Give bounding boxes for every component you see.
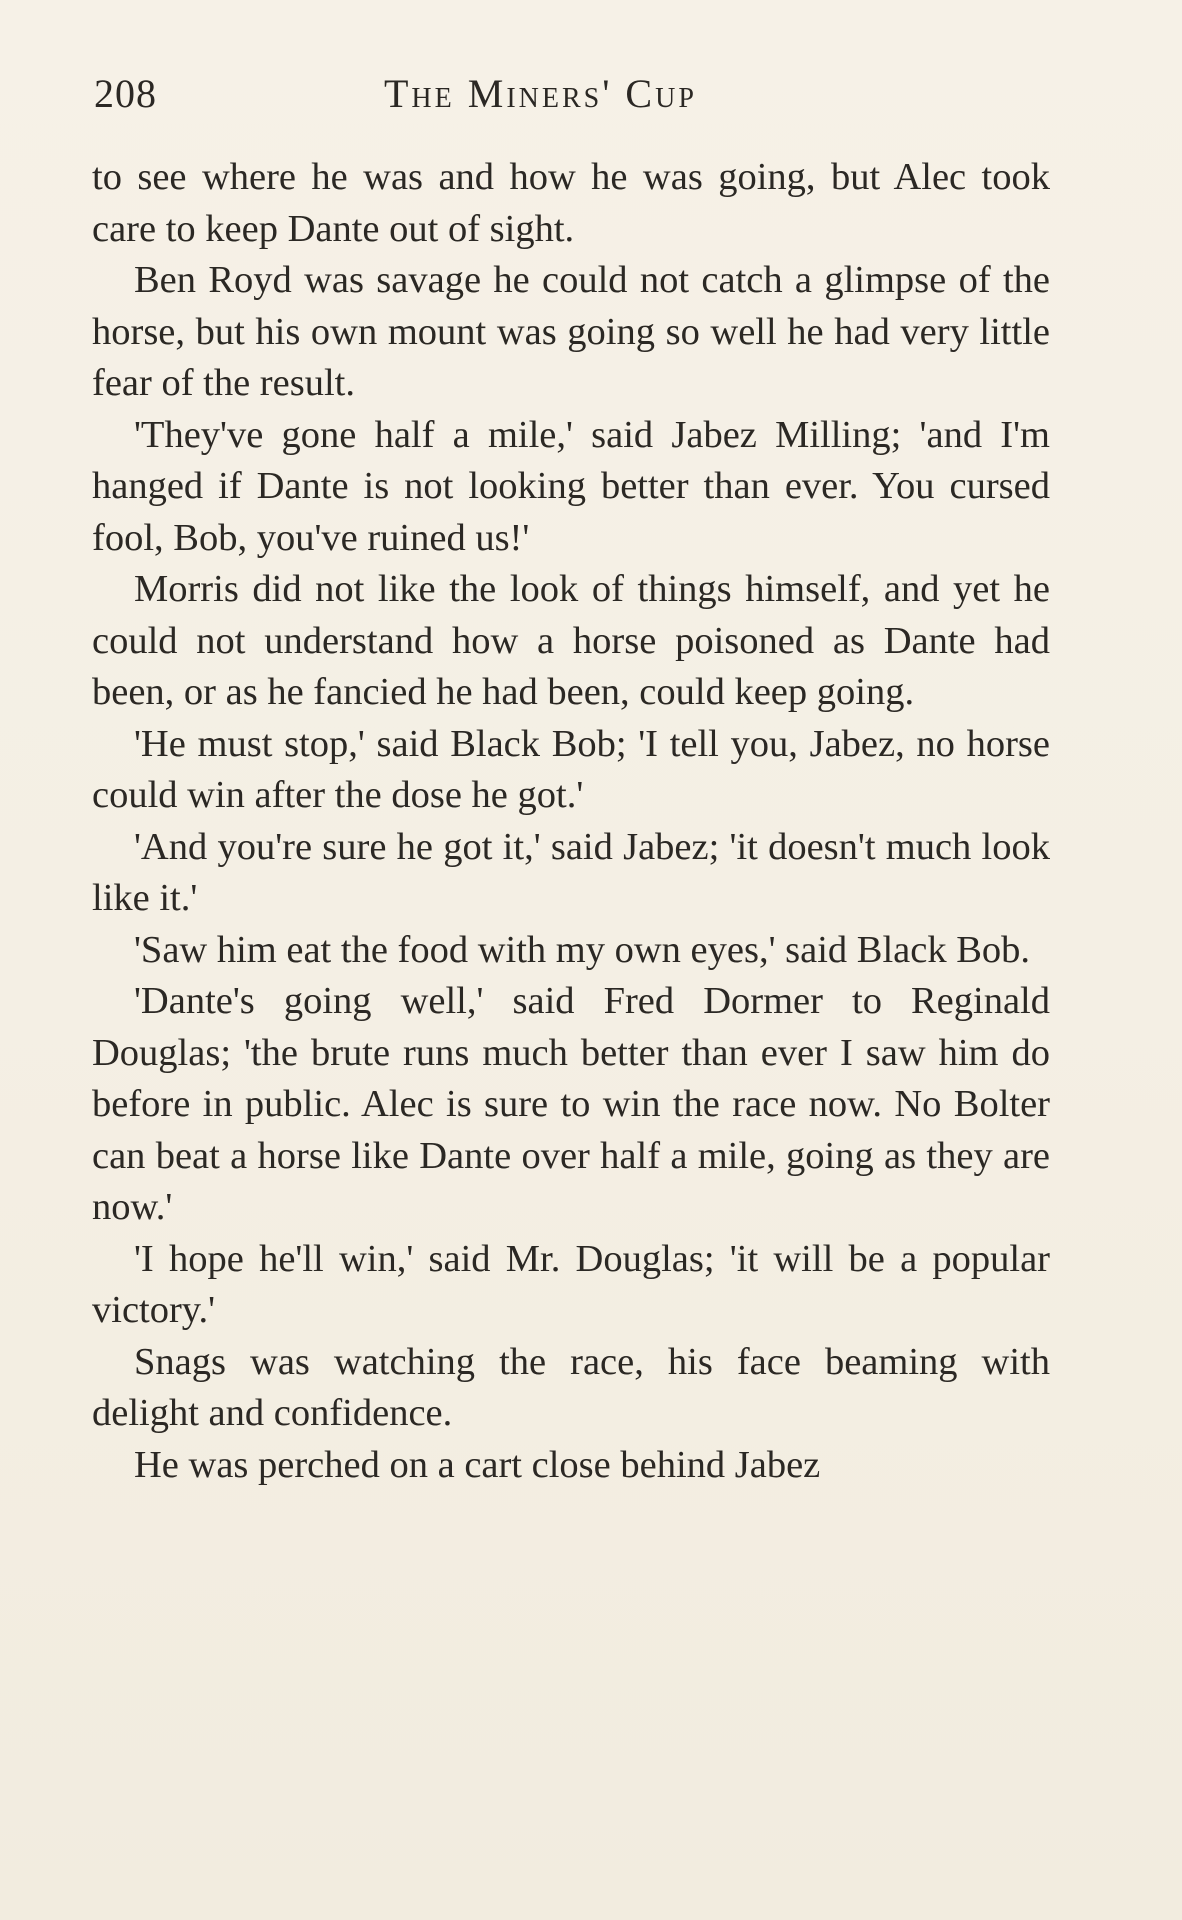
running-title: The Miners' Cup bbox=[384, 71, 697, 116]
paragraph: 'He must stop,' said Black Bob; 'I tell you, Jabez, no horse could win after the dose he got.' bbox=[92, 722, 1050, 816]
paragraph: Morris did not like the look of things himself, and yet he could not understand how a horse poisoned as Dante had been, or as he fancied he had been, could keep going. bbox=[92, 568, 1050, 713]
paragraph: Ben Royd was savage he could not catch a glimpse of the horse, but his own mount was going so well he had very little fear of the result. bbox=[92, 259, 1050, 404]
paragraph: 'And you're sure he got it,' said Jabez; 'it doesn't much look like it.' bbox=[92, 825, 1050, 919]
paragraph: 'I hope he'll win,' said Mr. Douglas; 'it will be a popular victory.' bbox=[92, 1237, 1050, 1331]
running-head bbox=[94, 68, 1050, 120]
paragraph: 'Dante's going well,' said Fred Dormer to Reginald Douglas; 'the brute runs much better than ever I saw him do before in public. Alec is sure to win the race now. No Bolter can beat a horse like Dante over half a mile, going as they are now.' bbox=[92, 980, 1050, 1228]
paragraph: to see where he was and how he was going, but Alec took care to keep Dante out of sight. bbox=[92, 156, 1050, 250]
paragraph: He was perched on a cart close behind Jabez bbox=[134, 1443, 821, 1486]
page-number: 208 bbox=[94, 71, 157, 116]
paragraph: Snags was watching the race, his face beaming with delight and confidence. bbox=[92, 1340, 1050, 1434]
paragraph: 'They've gone half a mile,' said Jabez Milling; 'and I'm hanged if Dante is not looking better than ever. You cursed fool, Bob, you've ruined us!' bbox=[92, 413, 1050, 559]
paragraph: 'Saw him eat the food with my own eyes,' said Black Bob. bbox=[134, 928, 1031, 971]
body-text bbox=[92, 152, 1050, 1491]
